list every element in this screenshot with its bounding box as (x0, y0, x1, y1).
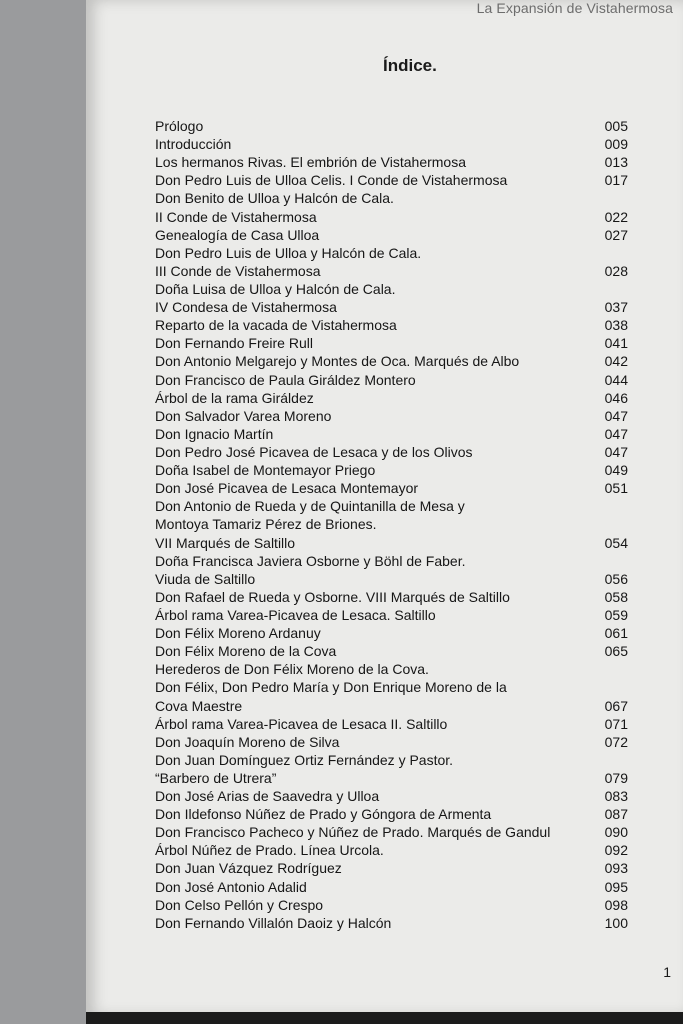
toc-entry-title: Montoya Tamariz Pérez de Briones. (155, 516, 377, 533)
toc-entry-title: Don Fernando Freire Rull (155, 335, 313, 352)
toc-entry (155, 479, 630, 497)
toc-entry-title: Doña Luisa de Ulloa y Halcón de Cala. (155, 280, 396, 297)
toc-entry-page: 059 (604, 606, 628, 623)
toc-entry-title: Don Ildefonso Núñez de Prado y Góngora de Armenta (155, 806, 492, 823)
toc-entry-title: Don Félix, Don Pedro María y Don Enrique Moreno de la (155, 679, 507, 696)
toc-entry-title: Don Ignacio Martín (155, 425, 274, 442)
toc-entry (155, 171, 630, 189)
toc-entry-page: 093 (604, 860, 628, 877)
toc-entry (155, 208, 630, 226)
toc-entry-page: 058 (604, 588, 628, 605)
toc-entry-title: Don Francisco de Paula Giráldez Montero (155, 371, 416, 388)
toc-entry (155, 606, 630, 624)
toc-entry (155, 371, 630, 389)
toc-entry-page: 061 (604, 625, 628, 642)
toc-entry-title: Genealogía de Casa Ulloa (155, 226, 320, 243)
toc-entry (155, 153, 630, 171)
toc-entry-title: Herederos de Don Félix Moreno de la Cova. (155, 661, 429, 678)
toc-entry (155, 316, 630, 334)
toc-entry-page: 049 (604, 462, 628, 479)
toc-entry-title: Don Rafael de Rueda y Osborne. VIII Marqués de Saltillo (155, 588, 510, 605)
toc-entry-page: 071 (604, 715, 628, 732)
toc-entry (155, 878, 630, 896)
toc-entry-title: Doña Isabel de Montemayor Priego (155, 462, 376, 479)
toc-entry (155, 642, 630, 660)
toc-entry (155, 244, 630, 262)
toc-entry-title: Los hermanos Rivas. El embrión de Vistahermosa (155, 154, 467, 171)
toc-entry-title: Don Pedro José Picavea de Lesaca y de los Olivos (155, 443, 473, 460)
toc-entry (155, 497, 630, 515)
toc-entry (155, 135, 630, 153)
toc-entry-title: II Conde de Vistahermosa (155, 208, 317, 225)
toc-entry (155, 805, 630, 823)
toc-entry-title: Don Fernando Villalón Daoiz y Halcón (155, 914, 392, 931)
toc-entry-title: Don Félix Moreno Ardanuy (155, 625, 321, 642)
toc-entry-page: 046 (604, 389, 628, 406)
toc-entry (155, 280, 630, 298)
toc-entry-title: Prólogo (155, 118, 204, 134)
toc-entry-title: Reparto de la vacada de Vistahermosa (155, 317, 397, 334)
toc-entry-page: 042 (604, 353, 628, 370)
toc-entry (155, 461, 630, 479)
toc-entry-page: 047 (604, 425, 628, 442)
toc-entry (155, 678, 630, 696)
toc-entry (155, 588, 630, 606)
toc-entry (155, 733, 630, 751)
toc-entry-page: 067 (604, 697, 628, 714)
toc-entry-title: Don Félix Moreno de la Cova (155, 643, 337, 660)
toc-entry-page: 100 (604, 914, 628, 931)
toc-entry-title: Don Celso Pellón y Crespo (155, 896, 324, 913)
toc-entry (155, 407, 630, 425)
toc-entry-title: Don Pedro Luis de Ulloa y Halcón de Cala. (155, 244, 422, 261)
toc-entry-page: 038 (604, 317, 628, 334)
toc-entry-page: 083 (604, 788, 628, 805)
page-bottom-edge (86, 1012, 683, 1024)
toc-entry-title: Cova Maestre (155, 697, 243, 714)
toc-entry (155, 425, 630, 443)
toc-entry (155, 352, 630, 370)
toc-entry (155, 896, 630, 914)
toc-entry-title: Don José Antonio Adalid (155, 878, 307, 895)
toc-entry-page: 079 (604, 769, 628, 786)
toc-entry (155, 389, 630, 407)
page-number: 1 (663, 964, 671, 980)
toc-entry-page: 051 (604, 480, 628, 497)
toc-entry (155, 189, 630, 207)
toc-entry (155, 859, 630, 877)
toc-entry-page: 047 (604, 443, 628, 460)
toc-entry-title: Árbol de la rama Giráldez (155, 389, 314, 406)
toc-entry (155, 117, 630, 135)
toc-entry-title: Don Antonio Melgarejo y Montes de Oca. Marqués de Albo (155, 353, 520, 370)
table-of-contents (155, 117, 630, 932)
toc-entry (155, 298, 630, 316)
toc-entry-page: 013 (604, 154, 628, 171)
toc-entry-page: 098 (604, 896, 628, 913)
toc-entry-title: Árbol rama Varea-Picavea de Lesaca II. Saltillo (155, 715, 448, 732)
toc-entry-title: Don Antonio de Rueda y de Quintanilla de Mesa y (155, 498, 465, 515)
toc-entry (155, 841, 630, 859)
toc-entry-title: III Conde de Vistahermosa (155, 262, 321, 279)
toc-entry-page: 090 (604, 824, 628, 841)
toc-entry-page: 072 (604, 733, 628, 750)
toc-entry (155, 715, 630, 733)
toc-entry (155, 226, 630, 244)
toc-entry-page: 009 (604, 136, 628, 153)
toc-entry-page: 037 (604, 299, 628, 316)
toc-entry-title: Don Juan Domínguez Ortiz Fernández y Pastor. (155, 751, 454, 768)
toc-entry-title: Árbol Núñez de Prado. Línea Urcola. (155, 842, 384, 859)
toc-entry-page: 095 (604, 878, 628, 895)
toc-entry-title: Don José Arias de Saavedra y Ulloa (155, 788, 380, 805)
toc-entry-page: 087 (604, 806, 628, 823)
toc-entry-title: Don Salvador Varea Moreno (155, 407, 332, 424)
toc-entry (155, 660, 630, 678)
toc-entry (155, 914, 630, 932)
toc-entry-title: “Barbero de Utrera” (155, 769, 277, 786)
toc-entry-title: Don Benito de Ulloa y Halcón de Cala. (155, 190, 394, 207)
toc-entry-title: Don José Picavea de Lesaca Montemayor (155, 480, 419, 497)
index-title: Índice. (383, 56, 437, 75)
toc-entry-title: IV Condesa de Vistahermosa (155, 299, 337, 316)
toc-entry-title: Árbol rama Varea-Picavea de Lesaca. Saltillo (155, 606, 436, 623)
toc-entry-page: 027 (604, 226, 628, 243)
toc-entry-title: Introducción (155, 136, 232, 153)
toc-entry-title: Doña Francisca Javiera Osborne y Böhl de Faber. (155, 552, 466, 569)
toc-entry-page: 056 (604, 570, 628, 587)
toc-entry (155, 443, 630, 461)
toc-entry-page: 028 (604, 262, 628, 279)
toc-entry-page: 005 (604, 118, 628, 134)
running-head: La Expansión de Vistahermosa (476, 0, 673, 16)
toc-entry-title: Don Juan Vázquez Rodríguez (155, 860, 342, 877)
toc-entry-page: 041 (604, 335, 628, 352)
toc-entry (155, 570, 630, 588)
toc-entry-page: 092 (604, 842, 628, 859)
toc-entry (155, 624, 630, 642)
toc-entry-page: 022 (604, 208, 628, 225)
toc-entry (155, 751, 630, 769)
toc-entry-page: 047 (604, 407, 628, 424)
toc-entry-title: VII Marqués de Saltillo (155, 534, 296, 551)
toc-entry-page: 065 (604, 643, 628, 660)
toc-entry-title: Viuda de Saltillo (155, 570, 256, 587)
toc-entry-page: 017 (604, 172, 628, 189)
toc-entry (155, 515, 630, 533)
toc-entry (155, 334, 630, 352)
toc-entry-title: Don Francisco Pacheco y Núñez de Prado. Marqués de Gandul (155, 824, 551, 841)
toc-entry (155, 787, 630, 805)
toc-entry-page: 044 (604, 371, 628, 388)
toc-entry (155, 769, 630, 787)
toc-entry (155, 552, 630, 570)
toc-entry (155, 262, 630, 280)
toc-entry-title: Don Joaquín Moreno de Silva (155, 733, 340, 750)
toc-entry (155, 823, 630, 841)
toc-entry (155, 534, 630, 552)
toc-entry-page: 054 (604, 534, 628, 551)
toc-entry-title: Don Pedro Luis de Ulloa Celis. I Conde de Vistahermosa (155, 172, 508, 189)
toc-entry (155, 697, 630, 715)
